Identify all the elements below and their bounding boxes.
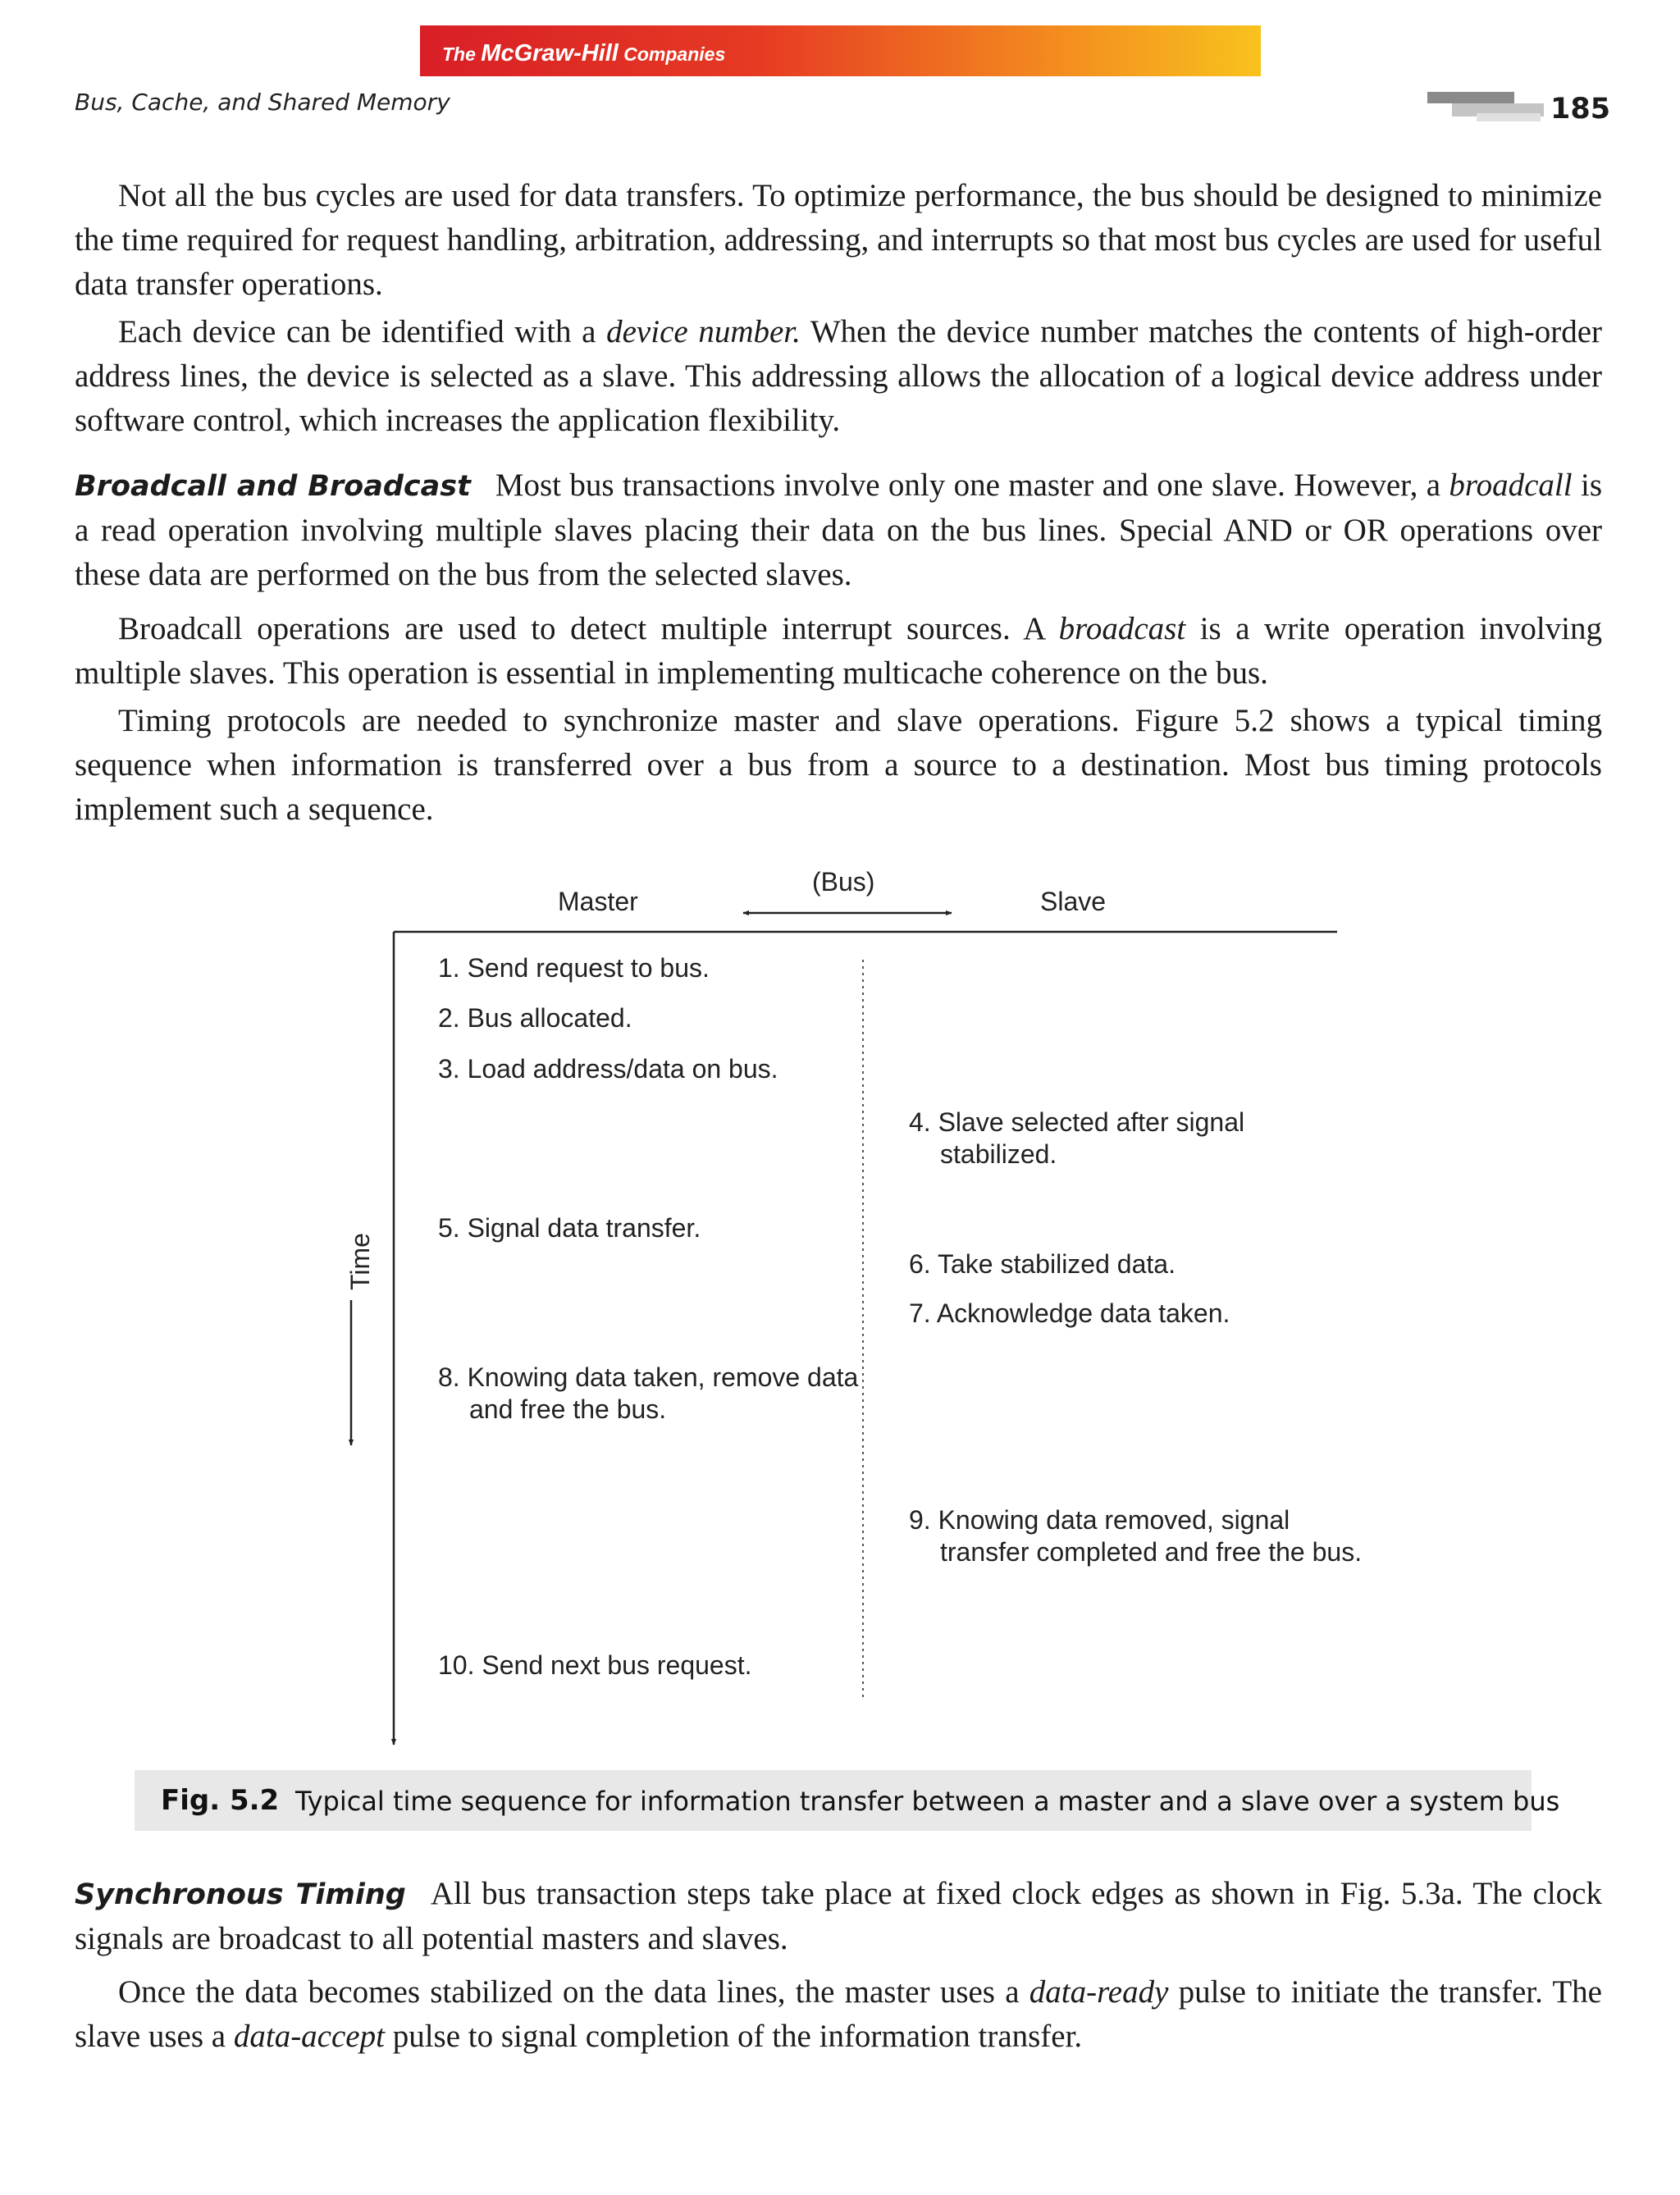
publisher-suffix: Companies (623, 43, 726, 65)
section-heading-synchronous-timing: Synchronous Timing (75, 1878, 406, 1911)
time-label: Time (345, 1233, 375, 1290)
text-run: is a write operation involving multiple slaves. This operation is essential in implementing multicache coherence on the bus. (75, 611, 1602, 691)
step-2: 2. Bus allocated. (438, 1003, 632, 1033)
emphasis-term: data-accept (233, 2019, 385, 2054)
publisher-prefix: The (442, 43, 476, 65)
master-label: Master (558, 887, 638, 916)
text-run: Broadcall operations are used to detect multiple interrupt sources. A (118, 611, 1059, 646)
step-1: 1. Send request to bus. (438, 953, 710, 983)
publisher-name: McGraw-Hill (481, 40, 619, 66)
text-run: When the device number matches the contents of high-order address lines, the device is selected as a slave. This addressing allows the allocation of a logical device address under software control, which increases the application flexibility. (75, 314, 1603, 438)
page-number: 185 (1550, 93, 1611, 125)
section-heading-broadcall: Broadcall and Broadcast (75, 470, 471, 503)
step-3: 3. Load address/data on bus. (438, 1054, 778, 1084)
text-run: is a read operation involving multiple slaves placing their data on the bus lines. Special AND or OR operations over these data are performed on the bus from the selected slaves. (75, 468, 1602, 592)
figure-caption-text: Typical time sequence for information transfer between a master and a slave over a system bus (295, 1786, 1560, 1817)
emphasis-term: broadcall (1449, 468, 1573, 503)
step-5: 5. Signal data transfer. (438, 1213, 701, 1243)
paragraph-synchronous-timing (75, 1872, 1602, 1961)
step-10: 10. Send next bus request. (438, 1650, 752, 1680)
paragraph-timing-protocols: Timing protocols are needed to synchronize master and slave operations. Figure 5.2 shows a typical timing sequence when information is transferred over a bus from a source to a destination. Most bus timing protocols implement such a sequence. (75, 703, 1602, 827)
text-run: All bus transaction steps take place at fixed clock edges as shown in Fig. 5.3a. The clock signals are broadcast to all potential masters and slaves. (75, 1876, 1602, 1956)
text-run: Each device can be identified with a (118, 314, 607, 349)
emphasis-term: device number. (606, 314, 801, 349)
text-run: pulse to initiate the transfer. The slave uses a (75, 1974, 1602, 2054)
figure-caption (135, 1770, 1560, 1831)
figure-number: Fig. 5.2 (161, 1784, 280, 1817)
running-head: Bus, Cache, and Shared Memory (75, 89, 450, 116)
paragraph-bus-cycles: Not all the bus cycles are used for data transfers. To optimize performance, the bus should be designed to minimize the time required for request handling, arbitration, addressing, and interrupts so that most bus cycles are used for useful data transfer operations. (75, 178, 1602, 302)
step-8: 8. Knowing data taken, remove data and free the bus. (438, 1362, 859, 1424)
bus-label: (Bus) (812, 867, 875, 897)
step-6: 6. Take stabilized data. (909, 1249, 1176, 1279)
step-9: 9. Knowing data removed, signal transfer completed and free the bus. (909, 1505, 1363, 1567)
slave-label: Slave (1040, 887, 1107, 916)
text-run: Most bus transactions involve only one master and one slave. However, a (495, 468, 1449, 503)
step-7: 7. Acknowledge data taken. (909, 1298, 1230, 1328)
text-run: Once the data becomes stabilized on the data lines, the master uses a (118, 1974, 1029, 2010)
emphasis-term: data-ready (1029, 1974, 1169, 2010)
paragraph-data-ready (75, 1970, 1602, 2059)
step-4: 4. Slave selected after signal stabilized. (909, 1107, 1245, 1169)
text-run: pulse to signal completion of the information transfer. (384, 2019, 1083, 2054)
emphasis-term: broadcast (1058, 611, 1186, 646)
